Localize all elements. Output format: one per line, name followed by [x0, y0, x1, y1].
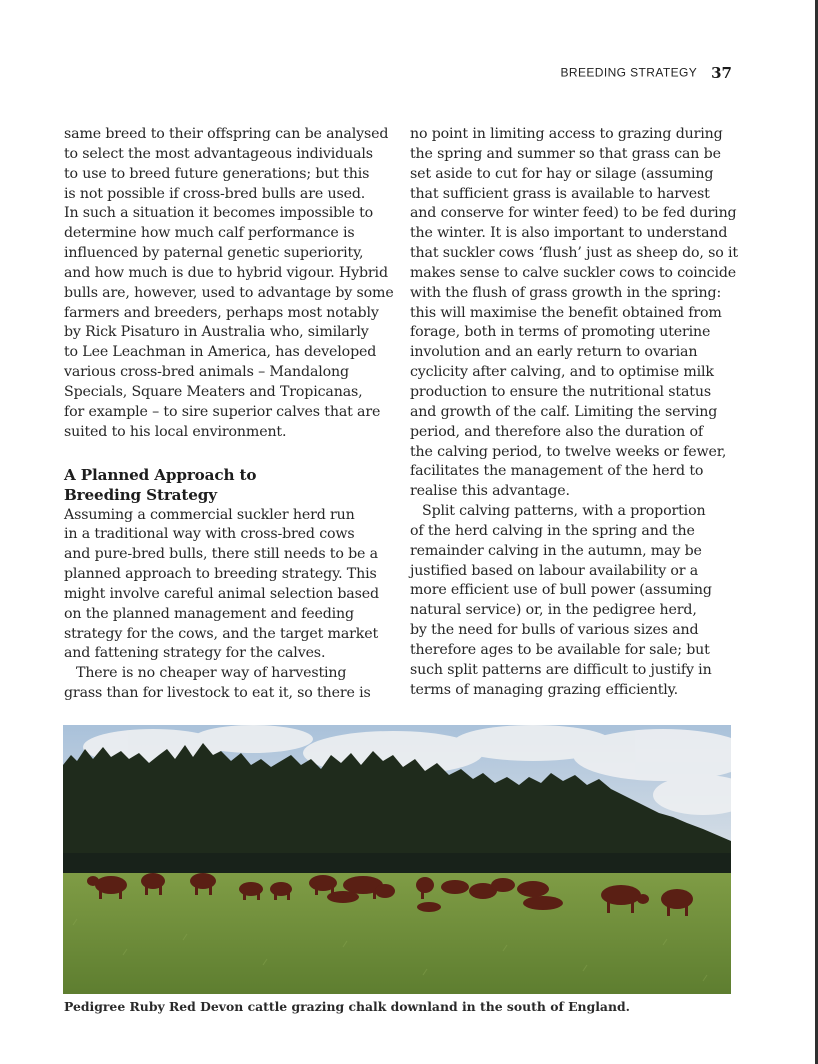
text-line: the calving period, to twelve weeks or fewer, — [410, 443, 727, 460]
text-line: that suckler cows ‘flush’ just as sheep do, so it — [410, 245, 738, 262]
page-number: 37 — [711, 63, 732, 82]
text-line: remainder calving in the autumn, may be — [410, 542, 702, 559]
text-line: and growth of the calf. Limiting the serving — [410, 403, 718, 420]
text-line: planned approach to breeding strategy. This — [64, 566, 377, 583]
text-line: makes sense to calve suckler cows to coincide — [410, 264, 737, 281]
running-head — [540, 62, 732, 82]
cow — [523, 896, 563, 910]
paragraph — [64, 125, 394, 443]
text-line: and pure-bred bulls, there still needs to be a — [64, 546, 378, 563]
figure-caption: Pedigree Ruby Red Devon cattle grazing chalk downland in the south of England. — [64, 999, 630, 1014]
text-line: to use to breed future generations; but this — [64, 165, 370, 182]
text-line: to Lee Leachman in America, has developed — [64, 344, 377, 361]
text-line: set aside to cut for hay or silage (assuming — [410, 165, 714, 182]
text-line: no point in limiting access to grazing during — [410, 126, 723, 142]
text-line: on the planned management and feeding — [64, 605, 354, 622]
text-line: by the need for bulls of various sizes and — [410, 622, 699, 639]
right-column — [410, 125, 736, 700]
text-line: this will maximise the benefit obtained from — [410, 304, 722, 321]
text-line: bulls are, however, used to advantage by some — [64, 284, 394, 301]
text-line: therefore ages to be available for sale; but — [410, 641, 710, 658]
text-line: strategy for the cows, and the target market — [64, 625, 379, 642]
text-line: Assuming a commercial suckler herd run — [64, 506, 355, 523]
text-line: various cross-bred animals – Mandalong — [64, 364, 349, 381]
paragraph — [410, 125, 736, 502]
text-line: more efficient use of bull power (assuming — [410, 582, 712, 599]
left-column — [64, 125, 394, 704]
paragraph — [410, 502, 736, 700]
text-line: involution and an early return to ovarian — [410, 344, 698, 361]
text-line: grass than for livestock to eat it, so there is — [64, 685, 371, 702]
paragraph — [64, 506, 390, 665]
text-line: Specials, Square Meaters and Tropicanas, — [64, 383, 363, 400]
text-line: influenced by paternal genetic superiority, — [64, 245, 364, 262]
cow — [375, 884, 395, 898]
text-line: forage, both in terms of promoting uterine — [410, 324, 711, 341]
text-line: facilitates the management of the herd to — [410, 463, 704, 480]
text-line: natural service) or, in the pedigree herd, — [410, 602, 697, 619]
cow — [327, 891, 359, 903]
text-line: In such a situation it becomes impossible to — [64, 205, 374, 222]
text-line: with the flush of grass growth in the spring: — [410, 284, 722, 301]
running-head-title: BREEDING STRATEGY — [560, 65, 698, 80]
text-line: and fattening strategy for the calves. — [64, 645, 326, 662]
section-heading — [64, 465, 390, 506]
text-line: is not possible if cross-bred bulls are used. — [64, 185, 366, 202]
text-line: same breed to their offspring can be analysed — [64, 126, 389, 142]
cow — [517, 881, 549, 897]
text-line: the spring and summer so that grass can be — [410, 145, 721, 162]
heading-line: A Planned Approach to — [64, 465, 257, 484]
text-line: by Rick Pisaturo in Australia who, similarly — [64, 324, 369, 341]
text-line: that sufficient grass is available to harvest — [410, 185, 710, 202]
text-line: cyclicity after calving, and to optimise milk — [410, 364, 714, 381]
text-line: the winter. It is also important to understand — [410, 225, 728, 242]
text-line: period, and therefore also the duration of — [410, 423, 703, 440]
paragraph — [64, 664, 390, 704]
text-line: production to ensure the nutritional status — [410, 383, 711, 400]
cow — [441, 880, 469, 894]
text-line: farmers and breeders, perhaps most notably — [64, 304, 379, 321]
text-line: suited to his local environment. — [64, 423, 287, 440]
text-line: might involve careful animal selection based — [64, 585, 379, 602]
cow — [417, 902, 441, 912]
text-line: There is no cheaper way of harvesting — [76, 665, 347, 682]
text-line: determine how much calf performance is — [64, 225, 355, 242]
heading-line: Breeding Strategy — [64, 486, 217, 504]
cattle-photo — [63, 725, 731, 994]
text-line: justified based on labour availability or a — [410, 562, 699, 579]
text-line: and conserve for winter feed) to be fed during — [410, 205, 737, 222]
text-line: for example – to sire superior calves that are — [64, 403, 381, 420]
text-line: in a traditional way with cross-bred cows — [64, 526, 355, 543]
cow — [491, 878, 515, 892]
text-line: Split calving patterns, with a proportion — [422, 503, 706, 520]
text-line: and how much is due to hybrid vigour. Hybrid — [64, 264, 388, 281]
text-line: of the herd calving in the spring and the — [410, 522, 695, 539]
text-line: terms of managing grazing efficiently. — [410, 681, 678, 698]
text-line: such split patterns are difficult to justify in — [410, 661, 712, 678]
text-line: realise this advantage. — [410, 483, 570, 500]
text-line: to select the most advantageous individuals — [64, 145, 373, 162]
